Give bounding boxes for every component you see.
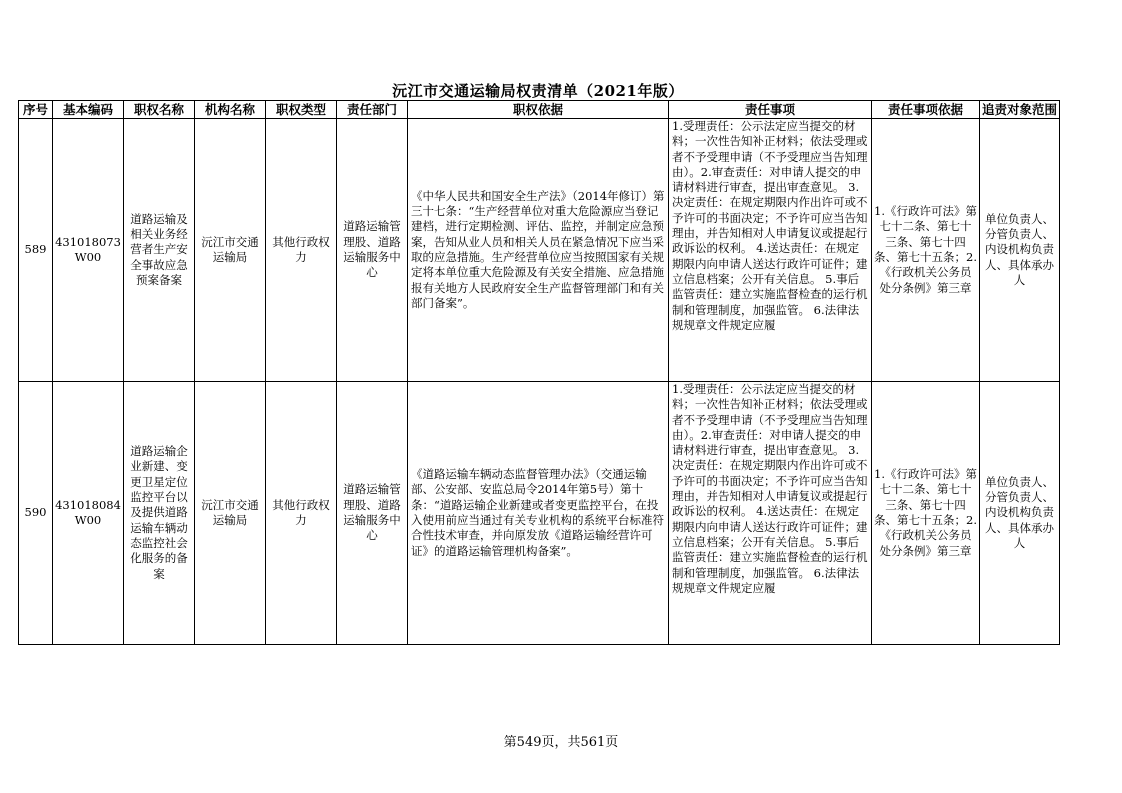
header-power-name: 职权名称 [124, 101, 195, 119]
cell-duty-basis: 1.《行政许可法》第七十二条、第七十三条、第七十四条、第七十五条；2.《行政机关公务员处分条例》第三章 [872, 119, 980, 382]
cell-org-name: 沅江市交通运输局 [195, 119, 266, 382]
header-basis: 职权依据 [408, 101, 669, 119]
cell-org-name: 沅江市交通运输局 [195, 382, 266, 645]
cell-duties-text: 1.受理责任：公示法定应当提交的材料；一次性告知补正材料；依法受理或者不予受理申请（不予受理应当告知理由）。2.审查责任：对申请人提交的申请材料进行审查，提出审查意见。 3.决定责任：在规定期限内作出许可或不予许可的书面决定；不予许可应当告知理由，并告知相对人申请复议或提起行政诉讼的权利。 4.送达责任：在规定期限内向申请人送达行政许可证件；建立信息档案；公开有关信息。 5.事后监管责任：建立实施监督检查的运行机制和管理制度，加强监管。 6.法律法规规章文件规定应履 [672, 119, 868, 332]
cell-duties [669, 382, 872, 645]
header-dept: 责任部门 [337, 101, 408, 119]
cell-dept: 道路运输管理股、道路运输服务中心 [337, 119, 408, 382]
cell-accountable: 单位负责人、分管负责人、内设机构负责人、具体承办人 [980, 119, 1060, 382]
header-power-type: 职权类型 [266, 101, 337, 119]
cell-code: 431018073W00 [53, 119, 124, 382]
duty-list-table [18, 100, 1060, 645]
header-code: 基本编码 [53, 101, 124, 119]
cell-power-name: 道路运输企业新建、变更卫星定位监控平台以及提供道路运输车辆动态监控社会化服务的备案 [124, 382, 195, 645]
table-header-row [19, 101, 1060, 119]
header-org-name: 机构名称 [195, 101, 266, 119]
header-accountable: 追责对象范围 [980, 101, 1060, 119]
cell-basis: 《道路运输车辆动态监督管理办法》（交通运输部、公安部、安监总局令2014年第5号）第十条：“道路运输企业新建或者变更监控平台，在投入使用前应当通过有关专业机构的系统平台标准符合性技术审查，并向原发放《道路运输经营许可证》的道路运输管理机构备案”。 [408, 382, 669, 645]
document-title: 沅江市交通运输局权责清单（2021年版） [392, 82, 684, 100]
cell-seq: 589 [19, 119, 53, 382]
cell-power-type: 其他行政权力 [266, 119, 337, 382]
cell-duties [669, 119, 872, 382]
header-duties: 责任事项 [669, 101, 872, 119]
cell-accountable: 单位负责人、分管负责人、内设机构负责人、具体承办人 [980, 382, 1060, 645]
header-seq: 序号 [19, 101, 53, 119]
cell-dept: 道路运输管理股、道路运输服务中心 [337, 382, 408, 645]
page-footer: 第549页，共561页 [503, 735, 619, 750]
cell-duties-text: 1.受理责任：公示法定应当提交的材料；一次性告知补正材料；依法受理或者不予受理申请（不予受理应当告知理由）。2.审查责任：对申请人提交的申请材料进行审查，提出审查意见。 3.决定责任：在规定期限内作出许可或不予许可的书面决定；不予许可应当告知理由，并告知相对人申请复议或提起行政诉讼的权利。 4.送达责任：在规定期限内向申请人送达行政许可证件；建立信息档案；公开有关信息。 5.事后监管责任：建立实施监督检查的运行机制和管理制度，加强监管。 6.法律法规规章文件规定应履 [672, 382, 868, 595]
cell-code: 431018084W00 [53, 382, 124, 645]
cell-seq: 590 [19, 382, 53, 645]
table-row [19, 382, 1060, 645]
header-duty-basis: 责任事项依据 [872, 101, 980, 119]
cell-power-type: 其他行政权力 [266, 382, 337, 645]
cell-basis: 《中华人民共和国安全生产法》（2014年修订）第三十七条：“生产经营单位对重大危险源应当登记建档，进行定期检测、评估、监控，并制定应急预案，告知从业人员和相关人员在紧急情况下应当采取的应急措施。生产经营单位应当按照国家有关规定将本单位重大危险源及有关安全措施、应急措施报有关地方人民政府安全生产监督管理部门和有关部门备案”。 [408, 119, 669, 382]
table-row [19, 119, 1060, 382]
cell-duty-basis: 1.《行政许可法》第七十二条、第七十三条、第七十四条、第七十五条；2.《行政机关公务员处分条例》第三章 [872, 382, 980, 645]
cell-power-name: 道路运输及相关业务经营者生产安全事故应急预案备案 [124, 119, 195, 382]
